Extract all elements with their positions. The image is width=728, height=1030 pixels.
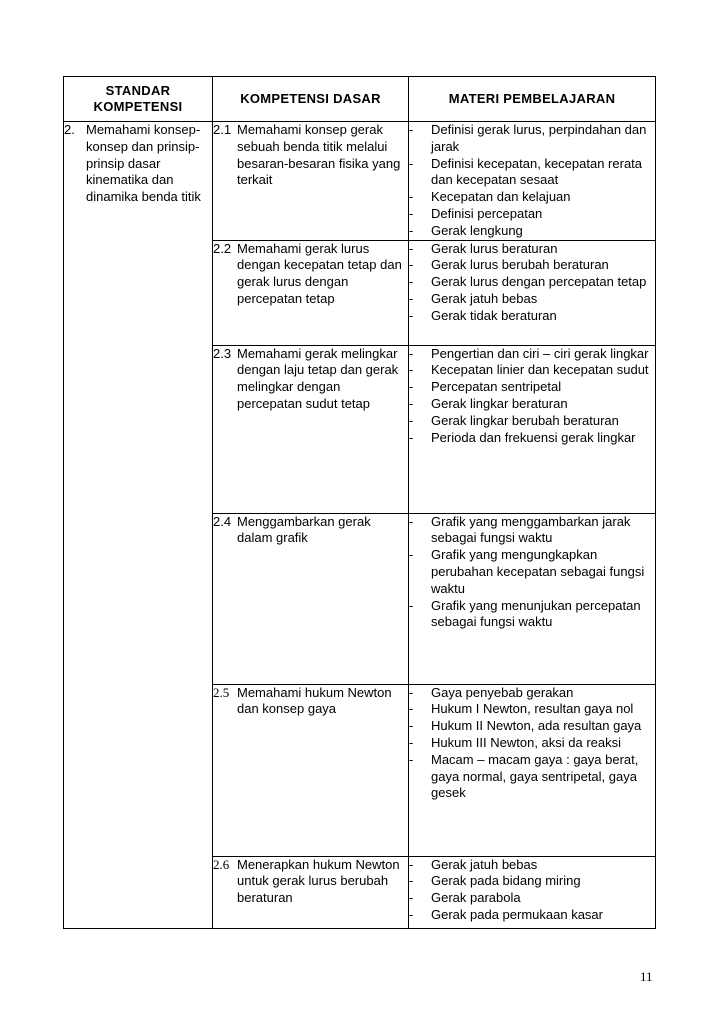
materi-list [409, 857, 655, 924]
materi-pembelajaran-cell [409, 856, 656, 928]
materi-list [409, 241, 655, 325]
materi-item-text: Grafik yang mengungkapkan perubahan kecepatan sebagai fungsi waktu [431, 547, 645, 596]
materi-item-text: Gerak pada permukaan kasar [431, 906, 603, 922]
materi-list [409, 514, 655, 632]
list-item [409, 274, 655, 291]
list-item [409, 346, 655, 363]
list-item [409, 547, 655, 597]
dash-bullet: - [409, 513, 414, 529]
dash-bullet: - [409, 718, 414, 734]
materi-item-text: Gerak lingkar beraturan [431, 395, 568, 411]
dash-bullet: - [409, 395, 414, 411]
table-header-row [64, 77, 656, 122]
materi-item-text: Grafik yang menggambarkan jarak sebagai fungsi waktu [431, 513, 631, 546]
list-item [409, 430, 655, 447]
dash-bullet: - [409, 257, 414, 273]
materi-item-text: Gerak lingkar berubah beraturan [431, 412, 619, 428]
kompetensi-dasar-item [213, 685, 408, 719]
header-standar-kompetensi [64, 77, 213, 122]
dash-bullet: - [409, 240, 414, 256]
materi-item-text: Gerak lengkung [431, 222, 523, 238]
list-item [409, 379, 655, 396]
dash-bullet: - [409, 379, 414, 395]
kompetensi-dasar-item [213, 241, 408, 308]
materi-item-text: Pengertian dan ciri – ciri gerak lingkar [431, 345, 649, 361]
list-item [409, 514, 655, 548]
kompetensi-dasar-cell [213, 513, 409, 684]
materi-pembelajaran-cell [409, 122, 656, 241]
dash-bullet: - [409, 222, 414, 238]
materi-item-text: Hukum I Newton, resultan gaya nol [431, 701, 634, 717]
materi-item-text: Gerak lurus beraturan [431, 240, 558, 256]
list-item [409, 598, 655, 632]
kompetensi-dasar-number: 2.4 [213, 513, 232, 529]
dash-bullet: - [409, 274, 414, 290]
dash-bullet: - [409, 890, 414, 906]
kompetensi-dasar-item [213, 346, 408, 413]
list-item [409, 396, 655, 413]
materi-item-text: Gerak jatuh bebas [431, 856, 538, 872]
list-item [409, 241, 655, 258]
materi-item-text: Gerak jatuh bebas [431, 290, 538, 306]
dash-bullet: - [409, 429, 414, 445]
materi-pembelajaran-cell [409, 240, 656, 345]
materi-item-text: Hukum II Newton, ada resultan gaya [431, 718, 642, 734]
dash-bullet: - [409, 290, 414, 306]
list-item [409, 701, 655, 718]
list-item [409, 873, 655, 890]
list-item [409, 223, 655, 240]
materi-list [409, 346, 655, 447]
list-item [409, 189, 655, 206]
list-item [409, 156, 655, 190]
list-item [409, 890, 655, 907]
header-kompetensi-dasar [213, 77, 409, 122]
table-row [64, 122, 656, 241]
dash-bullet: - [409, 307, 414, 323]
materi-item-text: Gerak pada bidang miring [431, 873, 581, 889]
kompetensi-dasar-cell [213, 122, 409, 241]
list-item [409, 362, 655, 379]
kompetensi-dasar-number: 2.1 [213, 122, 232, 137]
list-item [409, 718, 655, 735]
dash-bullet: - [409, 701, 414, 717]
kompetensi-dasar-text: Memahami hukum Newton dan konsep gaya [237, 684, 392, 717]
list-item [409, 308, 655, 325]
dash-bullet: - [409, 906, 414, 922]
dash-bullet: - [409, 856, 414, 872]
materi-item-text: Gerak parabola [431, 890, 521, 906]
materi-list [409, 685, 655, 803]
dash-bullet: - [409, 684, 414, 700]
list-item [409, 907, 655, 924]
header-kompetensi-dasar-label: KOMPETENSI DASAR [240, 91, 381, 106]
materi-pembelajaran-cell [409, 345, 656, 513]
kompetensi-dasar-cell [213, 684, 409, 856]
list-item [409, 206, 655, 223]
dash-bullet: - [409, 547, 414, 563]
materi-item-text: Kecepatan linier dan kecepatan sudut [431, 362, 649, 378]
list-item [409, 122, 655, 156]
dash-bullet: - [409, 205, 414, 221]
dash-bullet: - [409, 189, 414, 205]
list-item [409, 685, 655, 702]
list-item [409, 257, 655, 274]
dash-bullet: - [409, 362, 414, 378]
materi-item-text: Perioda dan frekuensi gerak lingkar [431, 429, 636, 445]
materi-item-text: Gerak tidak beraturan [431, 307, 557, 323]
kompetensi-dasar-cell [213, 240, 409, 345]
kompetensi-dasar-text: Memahami gerak lurus dengan kecepatan tetap dan gerak lurus dengan percepatan tetap [237, 240, 402, 306]
materi-item-text: Kecepatan dan kelajuan [431, 189, 571, 205]
kompetensi-dasar-text: Menerapkan hukum Newton untuk gerak lurus berubah beraturan [237, 856, 400, 906]
kompetensi-dasar-number: 2.6 [213, 856, 230, 872]
materi-item-text: Definisi gerak lurus, perpindahan dan jarak [431, 122, 647, 154]
kompetensi-dasar-text: Menggambarkan gerak dalam grafik [237, 513, 371, 546]
list-item [409, 752, 655, 802]
materi-pembelajaran-cell [409, 684, 656, 856]
kompetensi-dasar-cell [213, 345, 409, 513]
list-item [409, 735, 655, 752]
kompetensi-dasar-text: Memahami konsep gerak sebuah benda titik melalui besaran-besaran fisika yang terkait [237, 122, 401, 188]
dash-bullet: - [409, 751, 414, 767]
dash-bullet: - [409, 122, 414, 137]
materi-item-text: Gerak lurus berubah beraturan [431, 257, 609, 273]
standar-kompetensi-cell [64, 122, 213, 929]
kompetensi-dasar-number: 2.5 [213, 684, 230, 700]
materi-list [409, 122, 655, 240]
kompetensi-dasar-item [213, 857, 408, 907]
materi-item-text: Gaya penyebab gerakan [431, 684, 574, 700]
kompetensi-dasar-cell [213, 856, 409, 928]
standar-kompetensi-number: 2. [64, 122, 75, 137]
kompetensi-dasar-text: Memahami gerak melingkar dengan laju tetap dan gerak melingkar dengan percepatan sudut tetap [237, 345, 399, 411]
kompetensi-dasar-item [213, 122, 408, 189]
materi-item-text: Grafik yang menunjukan percepatan sebagai fungsi waktu [431, 597, 641, 630]
list-item [409, 291, 655, 308]
materi-pembelajaran-cell [409, 513, 656, 684]
dash-bullet: - [409, 345, 414, 361]
materi-item-text: Macam – macam gaya : gaya berat, gaya normal, gaya sentripetal, gaya gesek [431, 751, 639, 801]
header-materi-pembelajaran [409, 77, 656, 122]
list-item [409, 857, 655, 874]
materi-item-text: Definisi percepatan [431, 205, 543, 221]
header-standar-kompetensi-label: STANDAR KOMPETENSI [93, 83, 183, 114]
list-item [409, 413, 655, 430]
dash-bullet: - [409, 873, 414, 889]
dash-bullet: - [409, 734, 414, 750]
header-materi-pembelajaran-label: MATERI PEMBELAJARAN [448, 91, 616, 106]
materi-item-text: Percepatan sentripetal [431, 379, 562, 395]
dash-bullet: - [409, 597, 414, 613]
kompetensi-dasar-number: 2.2 [213, 240, 232, 256]
kompetensi-dasar-item [213, 514, 408, 548]
dash-bullet: - [409, 155, 414, 171]
materi-item-text: Definisi kecepatan, kecepatan rerata dan kecepatan sesaat [431, 155, 643, 188]
page-number: 11 [640, 969, 653, 984]
materi-item-text: Hukum III Newton, aksi da reaksi [431, 734, 622, 750]
kompetensi-dasar-number: 2.3 [213, 345, 232, 361]
dash-bullet: - [409, 412, 414, 428]
standar-kompetensi-item [64, 122, 212, 206]
curriculum-table [63, 76, 656, 929]
materi-item-text: Gerak lurus dengan percepatan tetap [431, 274, 647, 290]
standar-kompetensi-text: Memahami konsep-konsep dan prinsip-prinsip dasar kinematika dan dinamika benda titik [86, 122, 201, 205]
